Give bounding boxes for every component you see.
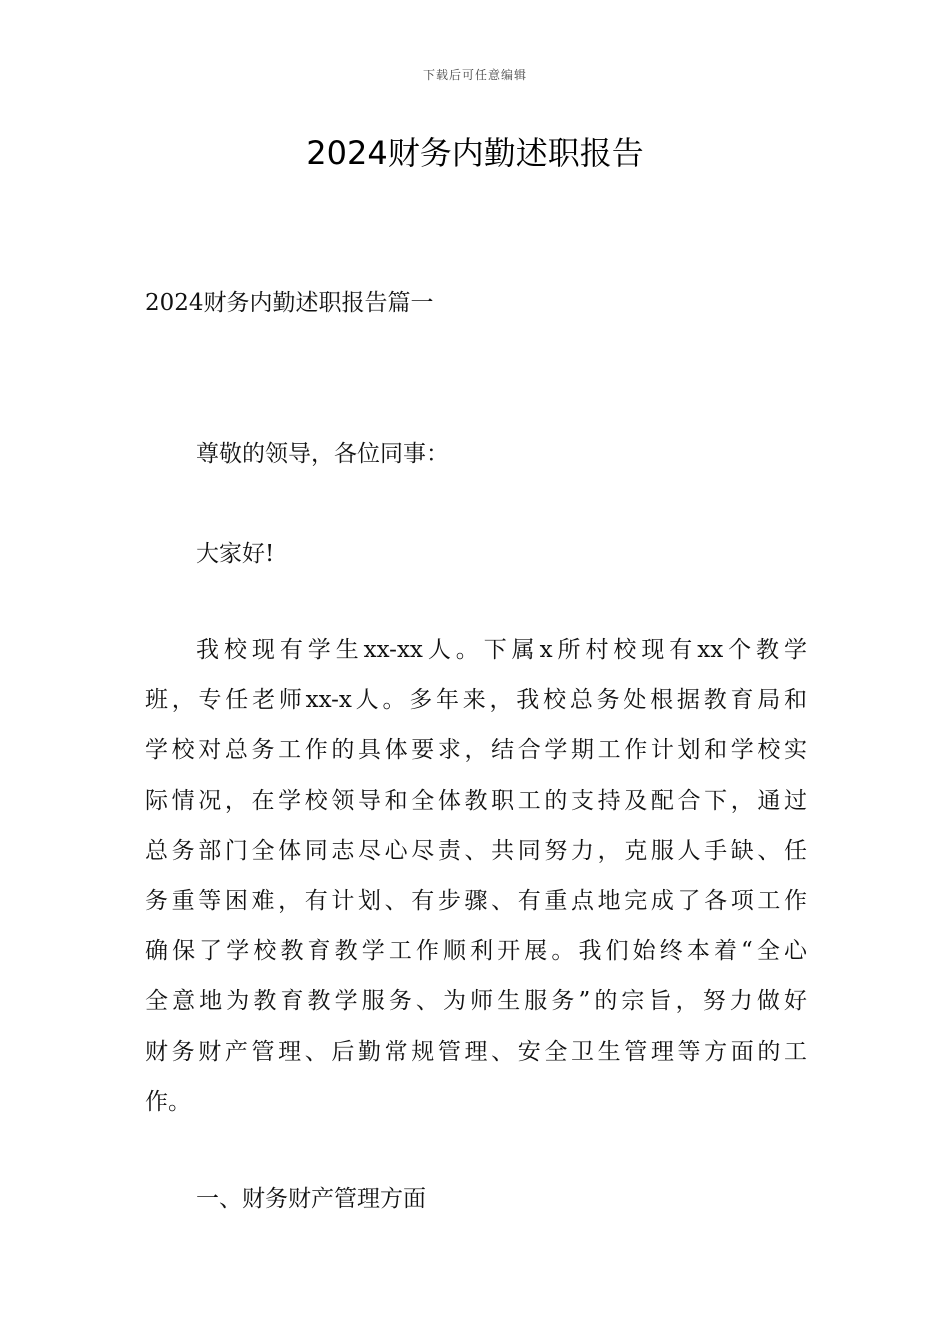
salutation: 尊敬的领导，各位同事：	[196, 441, 449, 467]
subheading: 一、财务财产管理方面	[196, 1186, 426, 1212]
section-heading: 2024财务内勤述职报告篇一	[145, 290, 434, 316]
body-paragraph	[145, 625, 807, 1127]
paragraph-line: 财务财产管理、后勤常规管理、安全卫生管理等方面的工	[145, 1038, 807, 1065]
document-title: 2024财务内勤述职报告	[306, 134, 644, 172]
paragraph-line: 际情况，在学校领导和全体教职工的支持及配合下，通过	[145, 787, 807, 814]
paragraph-line: 班，专任老师xx-x人。多年来，我校总务处根据教育局和	[145, 687, 807, 714]
paragraph-line: 作。	[145, 1088, 191, 1115]
paragraph-line: 全意地为教育教学服务、为师生服务”的宗旨，努力做好	[145, 988, 807, 1015]
paragraph-line: 确保了学校教育教学工作顺利开展。我们始终本着“全心	[145, 938, 807, 965]
paragraph-line: 我校现有学生xx-xx人。下属x所村校现有xx个教学	[196, 637, 807, 663]
header-note: 下载后可任意编辑	[422, 68, 527, 82]
greeting: 大家好!	[196, 541, 275, 567]
paragraph-line: 学校对总务工作的具体要求，结合学期工作计划和学校实	[145, 737, 807, 764]
paragraph-line: 务重等困难，有计划、有步骤、有重点地完成了各项工作	[145, 888, 807, 915]
paragraph-line: 总务部门全体同志尽心尽责、共同努力，克服人手缺、任	[145, 837, 807, 864]
